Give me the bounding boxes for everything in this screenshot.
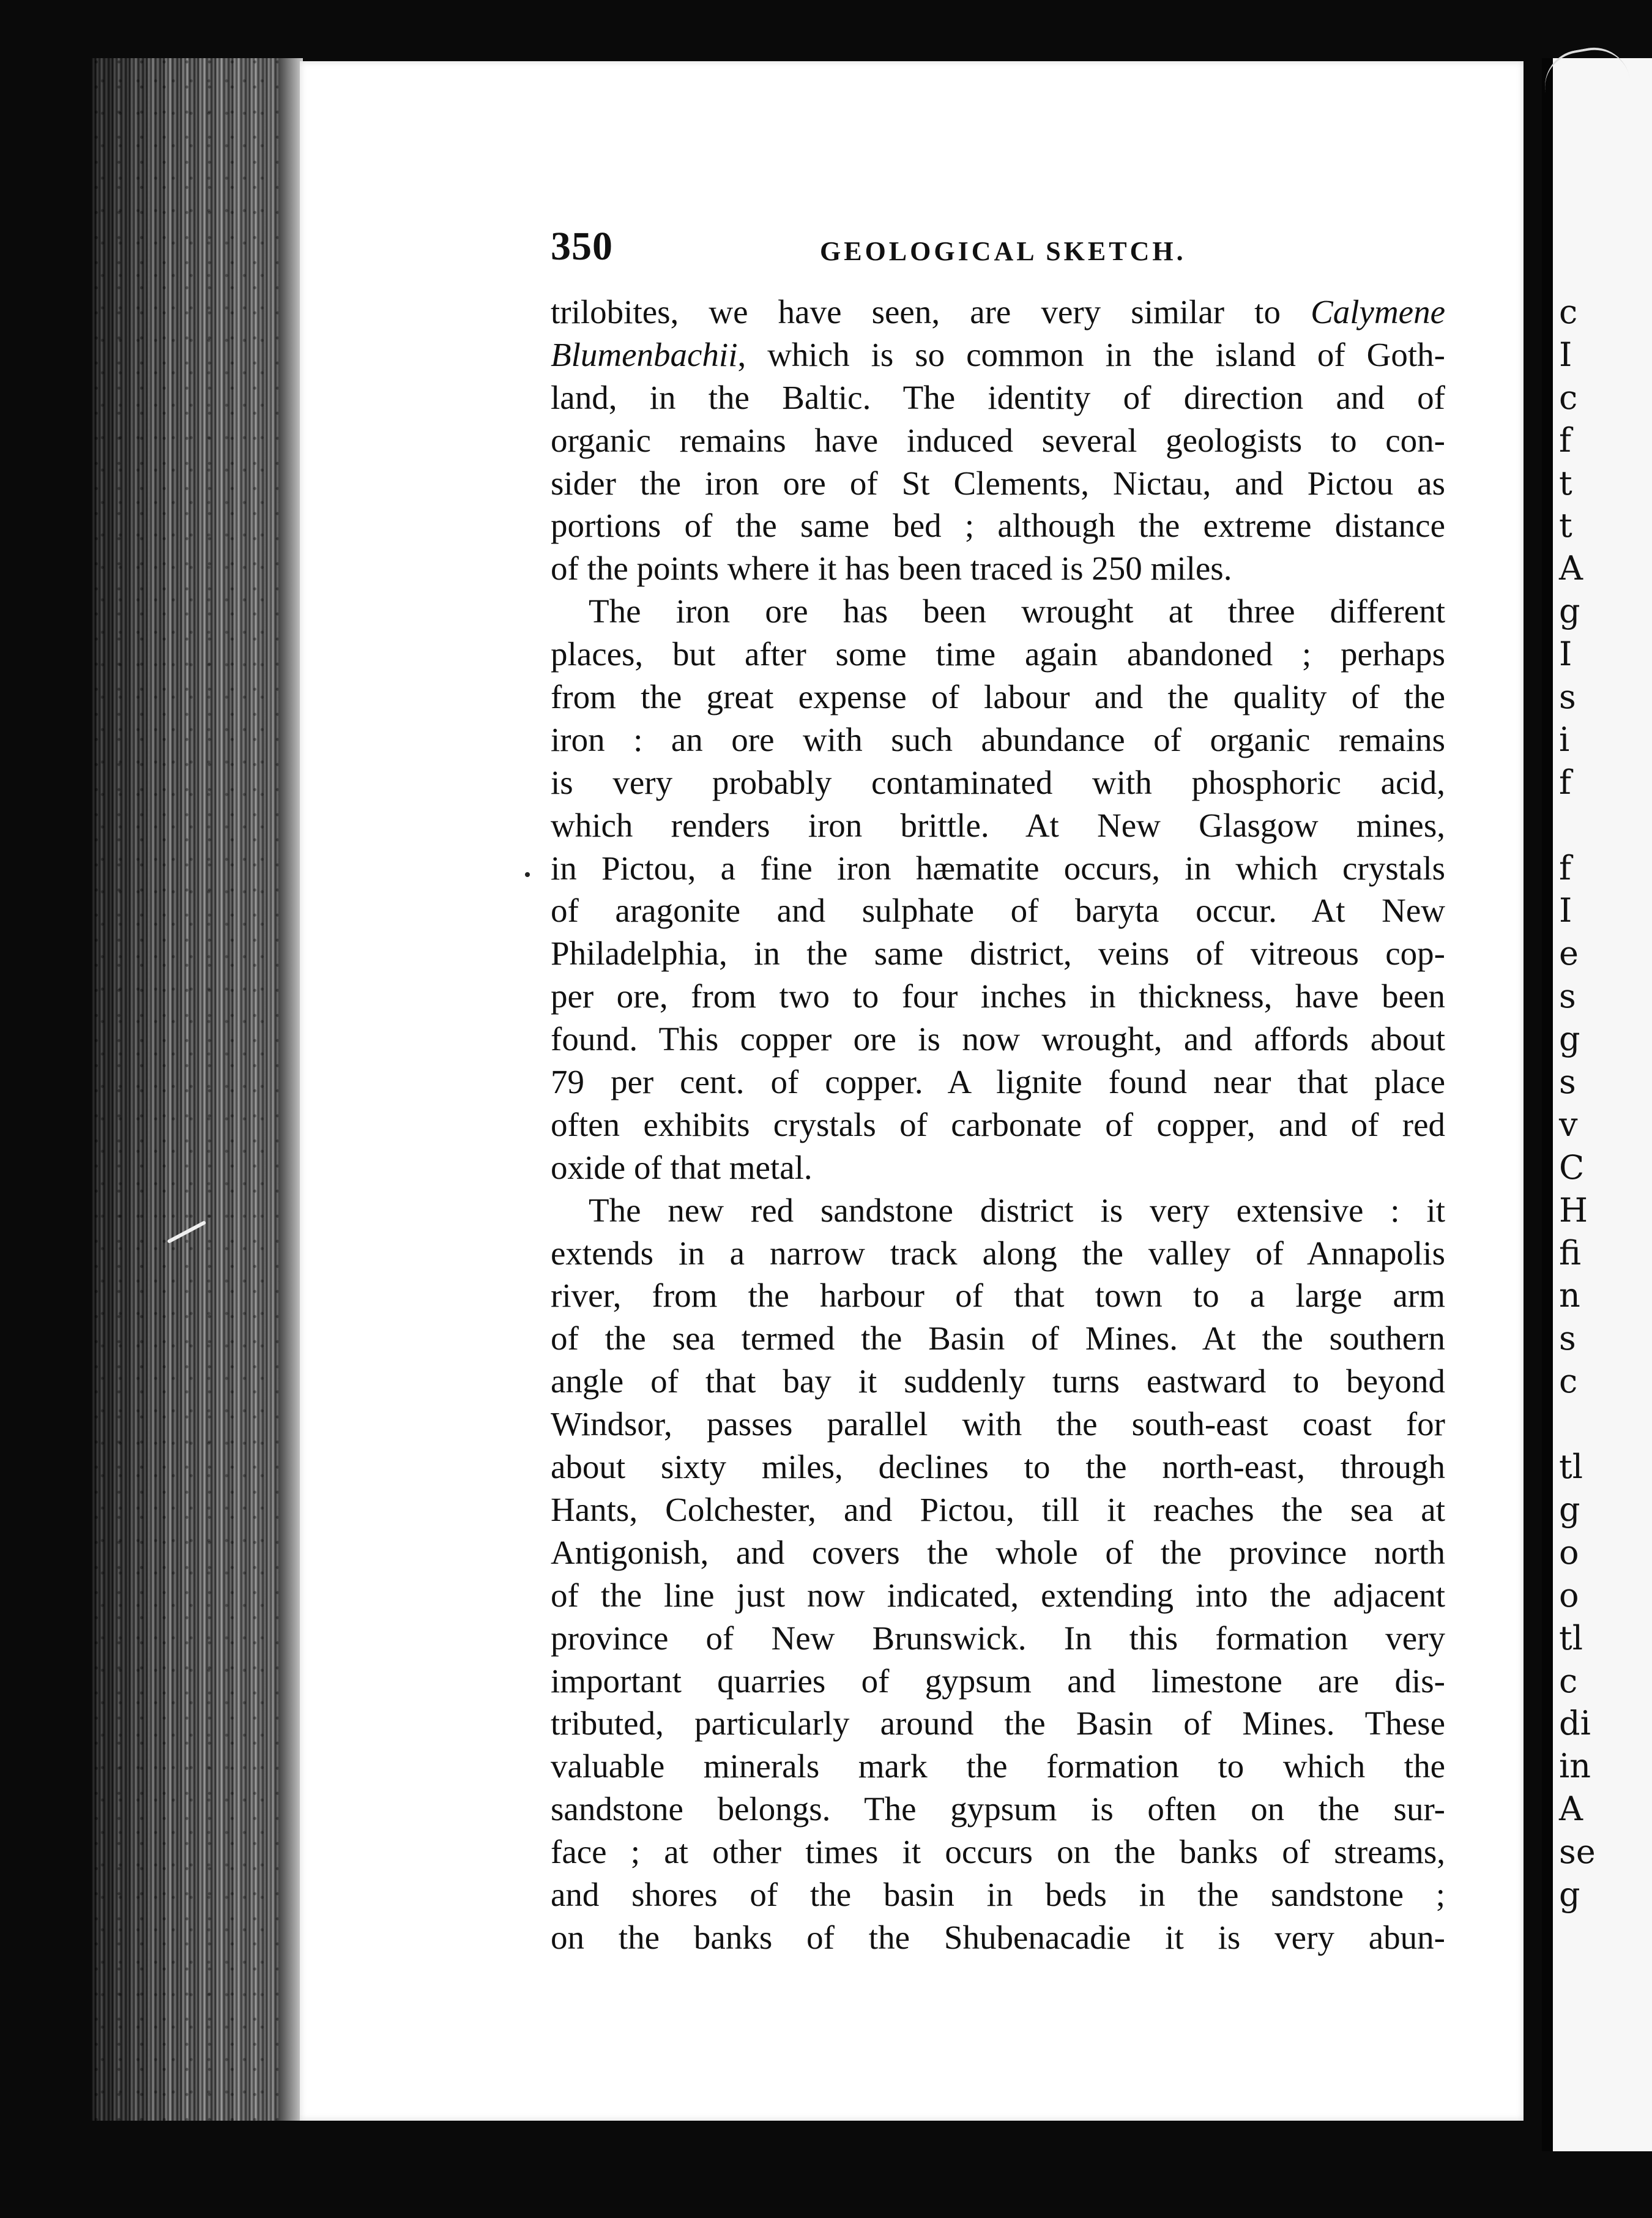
facing-fragment: tl xyxy=(1559,1618,1583,1657)
text-line: and shores of the basin in beds in the sandstone ; xyxy=(551,1875,1445,1913)
facing-fragment: i xyxy=(1559,720,1570,759)
text-line: of the points where it has been traced is 250 miles. xyxy=(551,550,1232,588)
body-text xyxy=(551,291,1445,1959)
text-line: often exhibits crystals of carbonate of copper, and of red xyxy=(551,1105,1445,1143)
facing-fragment: n xyxy=(1559,1276,1580,1315)
text-line: face ; at other times it occurs on the banks of streams, xyxy=(551,1833,1445,1871)
facing-fragment: s xyxy=(1559,678,1576,717)
text-line: of aragonite and sulphate of baryta occur. At New xyxy=(551,892,1445,930)
text-line: which renders iron brittle. At New Glasgow mines, xyxy=(551,806,1445,844)
text-line: on the banks of the Shubenacadie it is very abun- xyxy=(551,1918,1445,1956)
facing-fragment: A xyxy=(1559,1790,1583,1829)
text-line: important quarries of gypsum and limestone are dis- xyxy=(551,1662,1445,1700)
facing-fragment: g xyxy=(1559,592,1580,631)
text-line: sandstone belongs. The gypsum is often on the sur- xyxy=(551,1790,1445,1828)
text-line: of the line just now indicated, extending into the adjacent xyxy=(551,1576,1445,1614)
facing-fragment: A xyxy=(1559,549,1583,588)
facing-page-edge xyxy=(1542,58,1652,2151)
facing-fragment: s xyxy=(1559,1319,1576,1358)
facing-fragment: di xyxy=(1559,1704,1591,1743)
text-line: trilobites, we have seen, are very similar to Calymene xyxy=(551,293,1445,330)
facing-fragment: tl xyxy=(1559,1447,1583,1487)
text-line: province of New Brunswick. In this formation very xyxy=(551,1619,1445,1657)
facing-fragment: se xyxy=(1559,1832,1596,1872)
facing-fragment: I xyxy=(1559,891,1572,930)
facing-fragment: I xyxy=(1559,635,1572,674)
text-line: organic remains have induced several geologists to con- xyxy=(551,421,1445,459)
text-line: tributed, particularly around the Basin of Mines. These xyxy=(551,1705,1445,1742)
facing-fragment xyxy=(1559,804,1596,847)
facing-fragment: f xyxy=(1559,763,1571,802)
facing-fragment: e xyxy=(1559,934,1579,973)
text-line: Hants, Colchester, and Pictou, till it reaches the sea at xyxy=(551,1490,1445,1528)
facing-fragment: c xyxy=(1559,1661,1578,1700)
text-line: extends in a narrow track along the valley of Annapolis xyxy=(551,1234,1445,1272)
running-head xyxy=(551,223,1445,291)
facing-fragment: o xyxy=(1559,1533,1579,1572)
text-line: from the great expense of labour and the quality of the xyxy=(551,678,1445,716)
text-line: river, from the harbour of that town to a large arm xyxy=(551,1277,1445,1315)
text-line: Philadelphia, in the same district, veins of vitreous cop- xyxy=(551,935,1445,973)
facing-fragment: o xyxy=(1559,1575,1579,1615)
text-line: in Pictou, a fine iron hæmatite occurs, in which crystals xyxy=(551,849,1445,887)
text-line: about sixty miles, declines to the north-east, through xyxy=(551,1448,1445,1486)
facing-fragment: s xyxy=(1559,1062,1576,1102)
text-line: sider the iron ore of St Clements, Nictau, and Pictou as xyxy=(551,464,1445,502)
text-line: valuable minerals mark the formation to which the xyxy=(551,1747,1445,1785)
facing-page-text-fragments xyxy=(1559,291,1596,1916)
facing-fragment: I xyxy=(1559,335,1572,374)
facing-fragment: c xyxy=(1559,378,1578,417)
facing-fragment: g xyxy=(1559,1490,1580,1529)
species-name: Blumenbachii xyxy=(551,335,738,373)
text-line: found. This copper ore is now wrought, and affords about xyxy=(551,1020,1445,1058)
text-line: land, in the Baltic. The identity of direction and of xyxy=(551,378,1445,416)
text-line: The new red sandstone district is very extensive : it xyxy=(589,1191,1445,1229)
facing-fragment: v xyxy=(1559,1105,1578,1144)
text-line: of the sea termed the Basin of Mines. At the southern xyxy=(551,1320,1445,1357)
facing-fragment: fi xyxy=(1559,1233,1582,1272)
facing-fragment: f xyxy=(1559,420,1571,460)
margin-dot xyxy=(525,872,530,877)
facing-fragment: C xyxy=(1559,1148,1585,1187)
facing-fragment: t xyxy=(1559,506,1572,545)
facing-fragment: t xyxy=(1559,463,1572,502)
facing-fragment xyxy=(1559,1403,1596,1446)
gutter-shadow xyxy=(278,58,303,2121)
facing-fragment: c xyxy=(1559,293,1578,331)
text-line: per ore, from two to four inches in thickness, have been xyxy=(551,977,1445,1015)
running-title: GEOLOGICAL SKETCH. xyxy=(820,236,1186,266)
book-fore-edge xyxy=(92,58,294,2121)
page-text-block xyxy=(551,223,1445,1959)
species-name: Calymene xyxy=(1311,293,1445,330)
text-line: The iron ore has been wrought at three different xyxy=(589,592,1445,630)
facing-fragment: in xyxy=(1559,1747,1591,1786)
text-line: Windsor, passes parallel with the south-east coast for xyxy=(551,1405,1445,1443)
text-line: oxide of that metal. xyxy=(551,1148,813,1186)
facing-fragment: f xyxy=(1559,848,1571,887)
text-line: is very probably contaminated with phosphoric acid, xyxy=(551,763,1445,801)
page-number: 350 xyxy=(551,224,613,269)
text-line: places, but after some time again abandoned ; perhaps xyxy=(551,635,1445,673)
facing-fragment: g xyxy=(1559,1875,1580,1914)
text-line: portions of the same bed ; although the extreme distance xyxy=(551,507,1445,545)
text-line: iron : an ore with such abundance of organic remains xyxy=(551,720,1445,758)
text-line: angle of that bay it suddenly turns eastward to beyond xyxy=(551,1362,1445,1400)
text-line: Antigonish, and covers the whole of the province north xyxy=(551,1533,1445,1571)
facing-fragment: H xyxy=(1559,1190,1588,1230)
facing-fragment: c xyxy=(1559,1362,1578,1401)
facing-fragment: s xyxy=(1559,977,1576,1016)
text-line: Blumenbachii, which is so common in the island of Goth- xyxy=(551,335,1445,373)
facing-fragment: g xyxy=(1559,1020,1580,1059)
text-line: 79 per cent. of copper. A lignite found near that place xyxy=(551,1063,1445,1101)
